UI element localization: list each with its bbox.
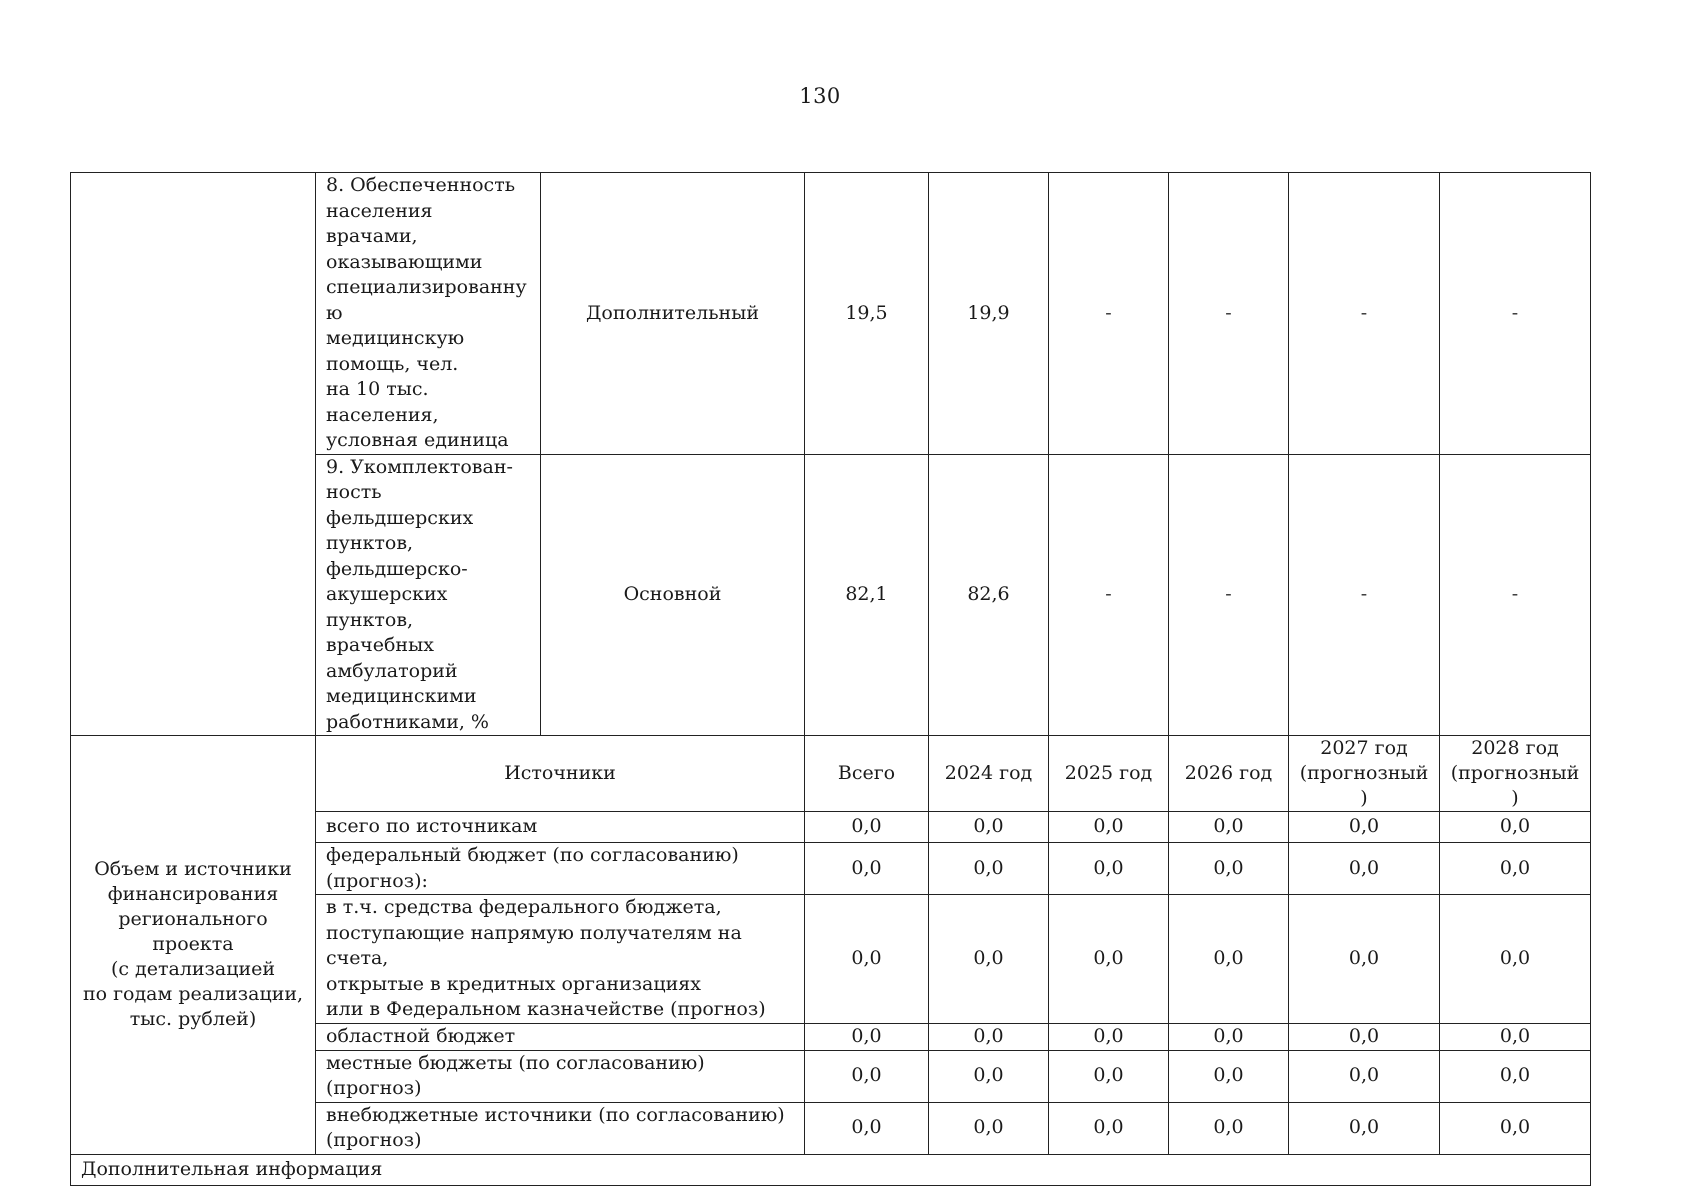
text-line: ность фельдшерских <box>326 481 474 529</box>
year-2026-header: 2026 год <box>1169 736 1289 812</box>
indicator-base-value: 19,5 <box>805 173 929 455</box>
text-line: пунктов, <box>326 532 414 554</box>
sources-header: Источники <box>316 736 805 812</box>
indicator-value-2028: - <box>1440 454 1591 736</box>
text-line: в т.ч. средства федерального бюджета, <box>326 896 722 918</box>
value-2025: 0,0 <box>1049 1023 1169 1050</box>
year-2024-header: 2024 год <box>929 736 1049 812</box>
text-line: 9. Укомплектован- <box>326 455 513 478</box>
text-line: финансирования <box>107 883 279 906</box>
text-line: медицинскими <box>326 685 477 707</box>
text-line: внебюджетные источники (по согласованию) <box>326 1103 785 1126</box>
indicator-name <box>316 454 541 736</box>
value-2028: 0,0 <box>1440 1102 1591 1154</box>
source-label <box>316 812 805 843</box>
text-line: амбулаторий <box>326 659 458 682</box>
indicator-type: Дополнительный <box>541 173 805 455</box>
text-line: открытые в кредитных организациях <box>326 972 701 995</box>
text-line: Объем и источники <box>94 858 292 881</box>
text-line: поступающие напрямую получателям на счета, <box>326 921 742 969</box>
value-2024: 0,0 <box>929 1023 1049 1050</box>
financing-section-label <box>71 736 316 1155</box>
source-label <box>316 1050 805 1102</box>
indicator-base-value: 82,1 <box>805 454 929 736</box>
value-2026: 0,0 <box>1169 1023 1289 1050</box>
text-line: (прогноз): <box>326 869 428 892</box>
source-label <box>316 1102 805 1154</box>
value-2024: 0,0 <box>929 843 1049 895</box>
value-2026: 0,0 <box>1169 843 1289 895</box>
value-total: 0,0 <box>805 1023 929 1050</box>
text-line: 8. Обеспеченность <box>326 174 516 196</box>
source-label <box>316 1023 805 1050</box>
year-2028-header <box>1440 736 1591 812</box>
value-2028: 0,0 <box>1440 895 1591 1024</box>
indicator-type: Основной <box>541 454 805 736</box>
text-line: регионального проекта <box>118 908 268 956</box>
value-2025: 0,0 <box>1049 1102 1169 1154</box>
value-2027: 0,0 <box>1289 1050 1440 1102</box>
project-table <box>70 172 1591 1186</box>
value-total: 0,0 <box>805 1102 929 1154</box>
text-line: по годам реализации, <box>82 983 304 1006</box>
value-2027: 0,0 <box>1289 812 1440 843</box>
value-2025: 0,0 <box>1049 812 1169 843</box>
text-line: (прогноз) <box>326 1077 422 1099</box>
value-2024: 0,0 <box>929 1050 1049 1102</box>
value-2025: 0,0 <box>1049 1050 1169 1102</box>
source-label <box>316 895 805 1024</box>
indicator-value-2025: - <box>1049 454 1169 736</box>
text-line: помощь, чел. <box>326 352 459 375</box>
value-2027: 0,0 <box>1289 843 1440 895</box>
value-total: 0,0 <box>805 895 929 1024</box>
text-line: специализированную <box>326 276 527 324</box>
table-row <box>71 173 1591 455</box>
text-line: (прогнозный) <box>1450 762 1580 809</box>
indicator-name <box>316 173 541 455</box>
text-line: федеральный бюджет (по согласованию) <box>326 844 739 866</box>
value-2025: 0,0 <box>1049 843 1169 895</box>
text-line: (с детализацией <box>110 958 276 981</box>
value-2028: 0,0 <box>1440 1023 1591 1050</box>
value-2024: 0,0 <box>929 812 1049 843</box>
year-2025-header: 2025 год <box>1049 736 1169 812</box>
text-line: работниками, % <box>326 710 489 733</box>
value-2027: 0,0 <box>1289 895 1440 1024</box>
text-line: (прогнозный) <box>1299 762 1429 809</box>
text-line: 2028 год <box>1471 737 1559 759</box>
text-line: населения врачами, <box>326 199 433 247</box>
financing-header-row <box>71 736 1591 812</box>
value-total: 0,0 <box>805 1050 929 1102</box>
text-line: всего по источникам <box>326 815 538 838</box>
value-2026: 0,0 <box>1169 1102 1289 1154</box>
text-line: (прогноз) <box>326 1129 422 1151</box>
text-line: медицинскую <box>326 327 465 349</box>
value-2025: 0,0 <box>1049 895 1169 1024</box>
value-2024: 0,0 <box>929 1102 1049 1154</box>
indicator-value-2025: - <box>1049 173 1169 455</box>
value-2028: 0,0 <box>1440 812 1591 843</box>
value-2028: 0,0 <box>1440 843 1591 895</box>
indicator-value-2027: - <box>1289 454 1440 736</box>
additional-info-label: Дополнительная информация <box>71 1154 1591 1185</box>
indicator-value-2024: 82,6 <box>929 454 1049 736</box>
text-line: акушерских пунктов, <box>326 583 448 631</box>
text-line: на 10 тыс. населения, <box>326 378 439 426</box>
value-2028: 0,0 <box>1440 1050 1591 1102</box>
additional-info-row <box>71 1154 1591 1185</box>
indicator-value-2026: - <box>1169 454 1289 736</box>
indicator-value-2028: - <box>1440 173 1591 455</box>
text-line: 2027 год <box>1320 737 1408 759</box>
page-number: 130 <box>799 84 841 108</box>
text-line: фельдшерско- <box>326 557 468 580</box>
text-line: областной бюджет <box>326 1024 516 1047</box>
value-total: 0,0 <box>805 843 929 895</box>
value-2027: 0,0 <box>1289 1023 1440 1050</box>
indicator-value-2024: 19,9 <box>929 173 1049 455</box>
value-2027: 0,0 <box>1289 1102 1440 1154</box>
text-line: тыс. рублей) <box>129 1008 257 1031</box>
source-label <box>316 843 805 895</box>
text-line: или в Федеральном казначействе (прогноз) <box>326 998 766 1020</box>
text-line: местные бюджеты (по согласованию) <box>326 1051 705 1074</box>
total-header: Всего <box>805 736 929 812</box>
value-total: 0,0 <box>805 812 929 843</box>
text-line: условная единица <box>326 429 509 451</box>
indicator-value-2026: - <box>1169 173 1289 455</box>
value-2026: 0,0 <box>1169 812 1289 843</box>
text-line: оказывающими <box>326 250 483 273</box>
value-2024: 0,0 <box>929 895 1049 1024</box>
value-2026: 0,0 <box>1169 1050 1289 1102</box>
text-line: врачебных <box>326 634 434 656</box>
value-2026: 0,0 <box>1169 895 1289 1024</box>
year-2027-header <box>1289 736 1440 812</box>
empty-section-cell <box>71 173 316 736</box>
indicator-value-2027: - <box>1289 173 1440 455</box>
